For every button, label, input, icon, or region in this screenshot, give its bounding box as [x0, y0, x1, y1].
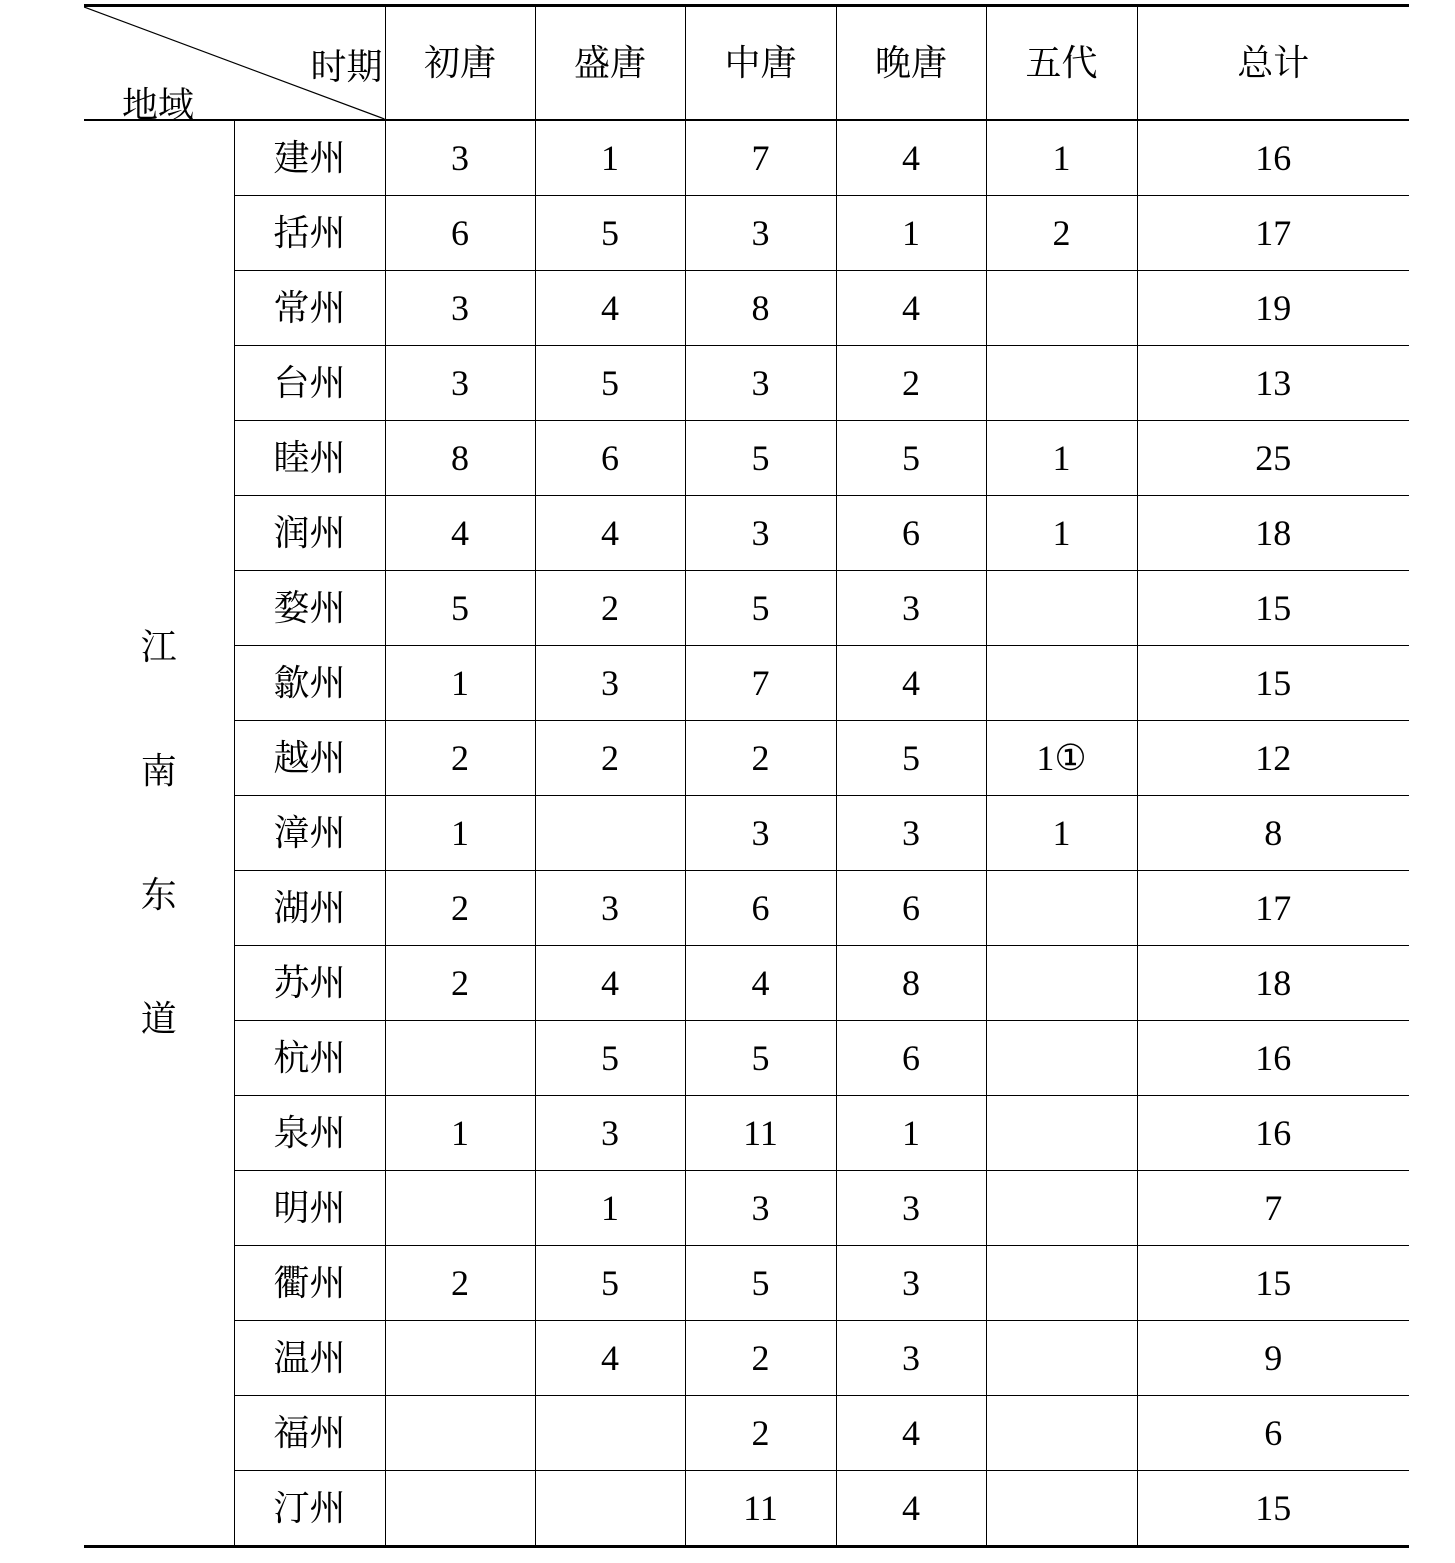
count-cell: [986, 1096, 1137, 1171]
prefecture-name-cell: 睦州: [234, 421, 385, 496]
total-cell: 25: [1137, 421, 1409, 496]
region-name-char: 东: [140, 875, 177, 915]
count-cell: 2: [685, 1321, 836, 1396]
total-cell: 15: [1137, 571, 1409, 646]
table-row: [84, 646, 1409, 721]
count-cell: 3: [385, 120, 535, 196]
count-cell: 3: [385, 271, 535, 346]
count-cell: 4: [836, 271, 986, 346]
region-label: 地域: [122, 85, 195, 125]
count-cell: 4: [385, 496, 535, 571]
header-row: [84, 6, 1409, 121]
table-row: [84, 721, 1409, 796]
count-cell: 1: [385, 796, 535, 871]
total-cell: 15: [1137, 646, 1409, 721]
count-cell: 2: [535, 571, 685, 646]
count-cell: 3: [836, 1246, 986, 1321]
prefecture-name-cell: 泉州: [234, 1096, 385, 1171]
period-label: 时期: [310, 47, 383, 87]
count-cell: 1: [986, 120, 1137, 196]
count-cell: [986, 1321, 1137, 1396]
table-row: [84, 946, 1409, 1021]
prefecture-name-cell: 建州: [234, 120, 385, 196]
prefecture-name-cell: 越州: [234, 721, 385, 796]
total-cell: 13: [1137, 346, 1409, 421]
count-cell: 4: [836, 1396, 986, 1471]
count-cell: 2: [836, 346, 986, 421]
table-row: [84, 871, 1409, 946]
table-row: [84, 346, 1409, 421]
count-cell: 3: [685, 796, 836, 871]
count-cell: 5: [685, 1246, 836, 1321]
count-cell: 5: [685, 571, 836, 646]
prefecture-name-cell: 苏州: [234, 946, 385, 1021]
total-cell: 18: [1137, 496, 1409, 571]
prefecture-name-cell: 常州: [234, 271, 385, 346]
total-cell: 15: [1137, 1246, 1409, 1321]
count-cell: 6: [836, 1021, 986, 1096]
count-cell: 5: [685, 421, 836, 496]
table-row: [84, 571, 1409, 646]
table-row: [84, 1096, 1409, 1171]
count-cell: 11: [685, 1096, 836, 1171]
count-cell: [986, 271, 1137, 346]
count-cell: [986, 1246, 1137, 1321]
total-cell: 9: [1137, 1321, 1409, 1396]
count-cell: [986, 646, 1137, 721]
count-cell: [986, 871, 1137, 946]
count-cell: [535, 796, 685, 871]
count-cell: 5: [535, 346, 685, 421]
count-cell: [535, 1396, 685, 1471]
count-cell: 5: [685, 1021, 836, 1096]
count-cell: 4: [535, 271, 685, 346]
table-row: [84, 196, 1409, 271]
region-name-char: 道: [140, 999, 177, 1039]
count-cell: 1: [836, 196, 986, 271]
prefecture-name-cell: 润州: [234, 496, 385, 571]
prefecture-name-cell: 福州: [234, 1396, 385, 1471]
count-cell: 7: [685, 646, 836, 721]
count-cell: 2: [385, 871, 535, 946]
column-header-early-tang: 初唐: [385, 6, 535, 121]
count-cell: 3: [836, 1321, 986, 1396]
total-cell: 16: [1137, 1096, 1409, 1171]
count-cell: 5: [535, 196, 685, 271]
count-cell: [986, 1021, 1137, 1096]
total-cell: 15: [1137, 1471, 1409, 1547]
statistics-table: [84, 4, 1409, 1548]
column-header-high-tang: 盛唐: [535, 6, 685, 121]
prefecture-name-cell: 括州: [234, 196, 385, 271]
total-cell: 19: [1137, 271, 1409, 346]
prefecture-name-cell: 婺州: [234, 571, 385, 646]
count-cell: [385, 1021, 535, 1096]
region-name-char: 江: [140, 627, 177, 667]
count-cell: 3: [685, 196, 836, 271]
count-cell: 1: [986, 796, 1137, 871]
column-header-mid-tang: 中唐: [685, 6, 836, 121]
count-cell: 1: [535, 1171, 685, 1246]
count-cell: [986, 1171, 1137, 1246]
count-cell: 1: [986, 421, 1137, 496]
count-cell: 4: [836, 120, 986, 196]
total-cell: 8: [1137, 796, 1409, 871]
count-cell: [986, 346, 1137, 421]
column-header-late-tang: 晚唐: [836, 6, 986, 121]
count-cell: 3: [385, 346, 535, 421]
count-cell: 4: [836, 646, 986, 721]
count-cell: [986, 1471, 1137, 1547]
count-cell: 4: [535, 1321, 685, 1396]
prefecture-name-cell: 杭州: [234, 1021, 385, 1096]
column-header-total: 总计: [1137, 6, 1409, 121]
count-cell: 3: [535, 1096, 685, 1171]
column-header-five-dynasties: 五代: [986, 6, 1137, 121]
count-cell: 6: [685, 871, 836, 946]
count-cell: 7: [685, 120, 836, 196]
count-cell: 1: [385, 1096, 535, 1171]
table-row: [84, 1396, 1409, 1471]
count-cell: 3: [685, 1171, 836, 1246]
count-cell: 4: [535, 496, 685, 571]
region-cell: [84, 120, 234, 1547]
table-row: [84, 1471, 1409, 1547]
count-cell: 3: [685, 496, 836, 571]
corner-header-cell: [84, 6, 385, 125]
count-cell: 4: [685, 946, 836, 1021]
table-row: [84, 1246, 1409, 1321]
count-cell: 6: [836, 871, 986, 946]
table-row: [84, 1171, 1409, 1246]
region-name: [84, 629, 234, 1037]
count-cell: 1: [836, 1096, 986, 1171]
count-cell: 1: [535, 120, 685, 196]
total-cell: 7: [1137, 1171, 1409, 1246]
total-cell: 17: [1137, 871, 1409, 946]
total-cell: 12: [1137, 721, 1409, 796]
table-row: [84, 271, 1409, 346]
count-cell: 5: [836, 421, 986, 496]
total-cell: 6: [1137, 1396, 1409, 1471]
table-row: [84, 796, 1409, 871]
prefecture-name-cell: 漳州: [234, 796, 385, 871]
count-cell: 6: [535, 421, 685, 496]
count-cell: 3: [836, 571, 986, 646]
count-cell: 3: [685, 346, 836, 421]
count-cell: 1①: [986, 721, 1137, 796]
count-cell: 5: [385, 571, 535, 646]
count-cell: 6: [385, 196, 535, 271]
count-cell: 2: [385, 721, 535, 796]
count-cell: 2: [685, 721, 836, 796]
count-cell: 4: [535, 946, 685, 1021]
prefecture-name-cell: 衢州: [234, 1246, 385, 1321]
count-cell: [385, 1396, 535, 1471]
table-row: [84, 120, 1409, 196]
total-cell: 16: [1137, 120, 1409, 196]
prefecture-name-cell: 台州: [234, 346, 385, 421]
count-cell: 3: [836, 796, 986, 871]
count-cell: 5: [836, 721, 986, 796]
table-row: [84, 496, 1409, 571]
count-cell: 5: [535, 1021, 685, 1096]
prefecture-name-cell: 汀州: [234, 1471, 385, 1547]
count-cell: 1: [986, 496, 1137, 571]
count-cell: 8: [685, 271, 836, 346]
count-cell: 4: [836, 1471, 986, 1547]
count-cell: 11: [685, 1471, 836, 1547]
count-cell: 3: [535, 646, 685, 721]
total-cell: 18: [1137, 946, 1409, 1021]
count-cell: 2: [986, 196, 1137, 271]
prefecture-name-cell: 温州: [234, 1321, 385, 1396]
count-cell: 3: [535, 871, 685, 946]
count-cell: [385, 1171, 535, 1246]
table-row: [84, 1321, 1409, 1396]
total-cell: 17: [1137, 196, 1409, 271]
count-cell: [986, 946, 1137, 1021]
count-cell: 2: [685, 1396, 836, 1471]
table-row: [84, 1021, 1409, 1096]
count-cell: [535, 1471, 685, 1547]
count-cell: 3: [836, 1171, 986, 1246]
total-cell: 16: [1137, 1021, 1409, 1096]
table-row: [84, 421, 1409, 496]
table-body: [84, 120, 1409, 1547]
count-cell: 2: [385, 1246, 535, 1321]
count-cell: 8: [836, 946, 986, 1021]
prefecture-name-cell: 歙州: [234, 646, 385, 721]
count-cell: 8: [385, 421, 535, 496]
region-name-char: 南: [140, 751, 177, 791]
prefecture-name-cell: 明州: [234, 1171, 385, 1246]
count-cell: 6: [836, 496, 986, 571]
count-cell: 2: [385, 946, 535, 1021]
count-cell: [986, 1396, 1137, 1471]
count-cell: 2: [535, 721, 685, 796]
count-cell: 5: [535, 1246, 685, 1321]
count-cell: 1: [385, 646, 535, 721]
prefecture-name-cell: 湖州: [234, 871, 385, 946]
count-cell: [986, 571, 1137, 646]
count-cell: [385, 1471, 535, 1547]
count-cell: [385, 1321, 535, 1396]
